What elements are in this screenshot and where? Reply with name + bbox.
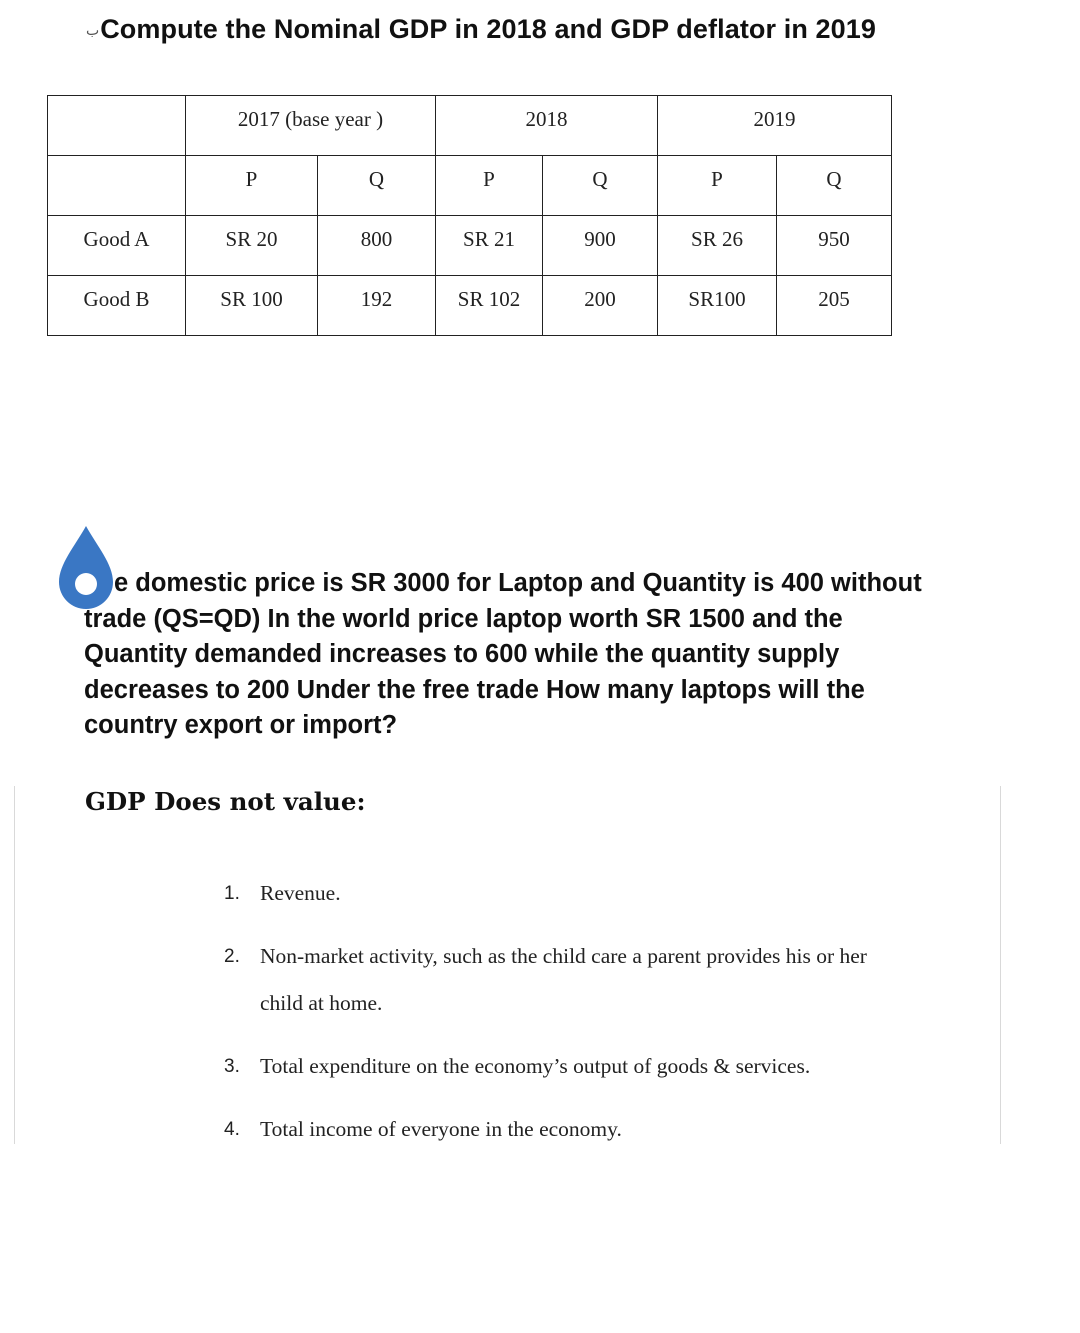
table-cell: 200 — [543, 276, 658, 336]
question-line: e domestic price is SR 3000 for Laptop and Quantity is 400 without — [114, 569, 922, 597]
title-marker: ب — [86, 22, 100, 39]
table-cell: 205 — [777, 276, 892, 336]
table-header-cell: 2017 (base year ) — [186, 96, 436, 156]
table-header-cell: Q — [318, 156, 436, 216]
table-header-cell: P — [436, 156, 543, 216]
table-header-cell: 2018 — [436, 96, 658, 156]
trade-question — [84, 566, 974, 744]
table-header-cell: 2019 — [658, 96, 892, 156]
question-line: decreases to 200 Under the free trade How many laptops will the — [84, 675, 865, 704]
table-cell: 900 — [543, 216, 658, 276]
table-row — [48, 216, 892, 276]
table-cell: SR100 — [658, 276, 777, 336]
table-cell: SR 102 — [436, 276, 543, 336]
list-text: Revenue. — [260, 881, 341, 905]
list-number: 4. — [224, 1119, 240, 1140]
list-text: Non-market activity, such as the child care a parent provides his or her — [260, 944, 867, 968]
page-title — [86, 14, 876, 45]
table-cell: Good A — [48, 216, 186, 276]
table-cell: 950 — [777, 216, 892, 276]
list-text: child at home. — [260, 991, 383, 1015]
question-line: trade (QS=QD) In the world price laptop worth SR 1500 and the — [84, 604, 843, 633]
list-text: Total expenditure on the economy’s output of goods & services. — [260, 1054, 811, 1078]
list-number: 2. — [224, 946, 240, 967]
list-number: 1. — [224, 883, 240, 904]
table-cell: SR 100 — [186, 276, 318, 336]
table-cell: 192 — [318, 276, 436, 336]
table-header-cell: P — [186, 156, 318, 216]
table-header-cell — [48, 96, 186, 156]
table-cell: SR 20 — [186, 216, 318, 276]
page-edge-divider — [1000, 786, 1001, 1144]
title-text: Compute the Nominal GDP in 2018 and GDP deflator in 2019 — [100, 14, 876, 44]
table-cell: 800 — [318, 216, 436, 276]
table-cell: SR 21 — [436, 216, 543, 276]
table-cell: Good B — [48, 276, 186, 336]
table-header-cell: P — [658, 156, 777, 216]
list-text: Total income of everyone in the economy. — [260, 1117, 622, 1141]
table-header-cell: Q — [777, 156, 892, 216]
list-number: 3. — [224, 1056, 240, 1077]
table-header-cell: Q — [543, 156, 658, 216]
table-row — [48, 276, 892, 336]
table-cell: SR 26 — [658, 216, 777, 276]
gdp-heading: GDP Does not value: — [85, 787, 366, 816]
table-header-cell — [48, 156, 186, 216]
table-subheader-row — [48, 156, 892, 216]
question-line: Quantity demanded increases to 600 while the quantity supply — [84, 640, 840, 669]
page-edge-divider — [14, 786, 15, 1144]
table-year-header-row — [48, 96, 892, 156]
question-line: country export or import? — [84, 711, 398, 740]
price-quantity-table — [47, 95, 892, 336]
